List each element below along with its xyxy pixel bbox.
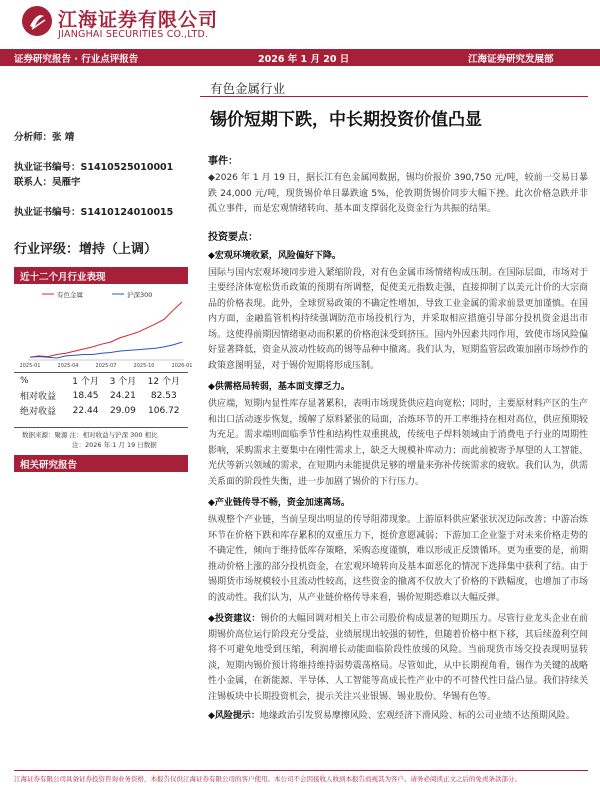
point-text: 锡价的大幅回调对相关上市公司股价构成显著的短期压力。尽管行业龙头企业在前期锡价高位运行阶段充分受益，业绩展现出较强的韧性，但随着价格中枢下移，其后续盈利空间将不可避免地受到压缩，利润增长动能面临阶段性放缓的风险。当前现货市场交投表现明显转淡，短期内锡价预计将维持维持弱势震荡格局。尽管如此，从中长期视角看，锡作为关键的战略性小金属，在新能源、半导体、人工智能等高成长性产业中的不可替代性日益凸显。我们持续关注锡板块中长期投资机会，提示关注兴业银锡、锡业股份、华锡有色等。 bbox=[208, 614, 589, 702]
point-heading: ◆风险提示： bbox=[208, 711, 260, 721]
report-body bbox=[208, 152, 588, 725]
points-heading: 投资要点： bbox=[208, 231, 258, 243]
table-note-date: 注：2026 年 1 月 19 日数据 bbox=[72, 441, 157, 449]
report-type: 证券研究报告 · 行业点评报告 bbox=[14, 54, 139, 65]
x-tick-label: 2025-10 bbox=[133, 363, 155, 369]
related-reports-title: 相关研究报告 bbox=[14, 455, 188, 472]
footer-rule bbox=[14, 770, 588, 771]
report-band bbox=[0, 49, 600, 66]
point-text: 国际与国内宏观环境同步进入紧缩阶段，对有色金属市场情绪构成压制。在国际层面，市场对于主要经济体宽松货币政策的预期有所调整，促使美元指数走强，直接抑制了以美元计价的大宗商品的价格表现。此外，全球贸易政策的不确定性增加，导致工业金属的需求前景更加谨慎。在国内方面，金融监管机构持续强调防范市场投机行为，并采取相应措施引导部分投机资金退出市场。这使得前期因情绪驱动而积累的价格泡沫受到挤压。国内外因素共同作用，致使市场风险偏好显著降低，资金从波动性较高的锡等品种中撤离。我们认为，短期监管层政策加剧市场炒作的政策意图明显，对于锡价短期将形成压制。 bbox=[208, 267, 588, 371]
table-row bbox=[18, 388, 186, 403]
point-text: 供应端，短期内显性库存显著累积，表明市场现货供应趋向宽松；同时，主要原材料产区的生产和出口活动逐步恢复，缓解了原料紧张的局面，冶炼环节的开工率维持在相对高位，供应预期较为充足。需求端则面临季节性和结构性双重挑战，传统电子焊料领域由于消费电子行业的周期性影响，采购需求主要集中在刚性需求上，缺乏大规模补库动力；而此前被寄予厚望的人工智能、光伏等新兴领域的需求，在短期内未能提供足够的增量来弥补传统需求的疲软。我们认为，供需关系面的阶段性失衡，进一步加剧了锡价的下行压力。 bbox=[208, 399, 588, 487]
company-name-en: JIANGHAI SECURITIES CO.,LTD. bbox=[58, 29, 209, 40]
performance-chart bbox=[14, 288, 193, 370]
point-section bbox=[208, 612, 588, 705]
x-tick-label: 2025-01 bbox=[19, 363, 41, 369]
point-text: 地缘政治引发贸易摩擦风险、宏观经济下滑风险、标的公司业绩不达预期风险。 bbox=[259, 711, 575, 721]
company-logo-icon bbox=[22, 6, 52, 36]
event-text: ◆2026 年 1 月 19 日，据长江有色金属网数据，锡均价报价 390,750 元/吨，较前一交易日暴跌 24,000 元/吨，现货锡价单日暴跌逾 5%，伦敦期货锡价同步大幅下挫。此次价格急跌并非孤立事件，而是宏观情绪转向、基本面支撑弱化及资金行为共振的结果。 bbox=[208, 173, 588, 214]
contact-cert: 执业证书编号：S1410124010015 bbox=[14, 207, 174, 218]
series-line-sector bbox=[30, 302, 182, 357]
page-header bbox=[0, 0, 600, 48]
analyst-name: 分析师：张 靖 bbox=[14, 132, 75, 143]
x-tick-label: 2025-04 bbox=[57, 363, 79, 369]
company-name-cn: 江海证券有限公司 bbox=[58, 9, 219, 31]
point-section bbox=[208, 496, 588, 606]
analyst-cert: 执业证书编号：S1410525010001 bbox=[14, 162, 174, 173]
event-heading: 事件： bbox=[208, 156, 238, 167]
sector-label: 有色金属行业 bbox=[210, 81, 286, 96]
research-dept: 江海证券研究发展部 bbox=[468, 54, 554, 65]
point-heading: ◆投资建议： bbox=[208, 614, 261, 624]
table-header: 3 个月 bbox=[109, 377, 137, 387]
table-cell: 82.53 bbox=[150, 390, 177, 401]
table-cell: 24.21 bbox=[110, 390, 136, 401]
title-rule bbox=[200, 96, 588, 97]
table-header: % bbox=[20, 375, 29, 386]
x-tick-label: 2026-01 bbox=[171, 363, 193, 369]
performance-table bbox=[18, 373, 186, 418]
industry-rating: 行业评级：增持（上调） bbox=[14, 242, 158, 257]
table-row bbox=[18, 403, 186, 418]
page-title: 锡价短期下跌，中长期投资价值凸显 bbox=[210, 110, 482, 130]
point-text: 纵观整个产业链，当前呈现出明显的传导阻滞现象。上游原料供应紧张状况边际改善；中游冶炼环节在价格下跌和库存累积的双重压力下，挺价意愿减弱；下游加工企业鉴于对未来价格走势的不确定性，倾向于维持低库存策略，采购态度谨慎，难以形成正反馈循环。更为重要的是，前期推动价格上涨的部分投机资金，在宏观环境转向及基本面恶化的情况下选择集中获利了结。由于锡期货市场规模较小且流动性较高，这些资金的撤离不仅放大了价格的下跌幅度，也增加了市场的波动性。我们认为，从产业链价格传导来看，锡价短期恐难以大幅反弹。 bbox=[208, 515, 588, 603]
point-section bbox=[208, 249, 588, 375]
table-header: 12 个月 bbox=[147, 377, 180, 387]
table-top-rule bbox=[14, 372, 188, 373]
point-heading: ◆产业链传导不畅，资金加速离场。 bbox=[208, 498, 350, 508]
point-heading: ◆宏观环境收紧，风险偏好下降。 bbox=[208, 250, 341, 261]
table-cell: 18.45 bbox=[72, 390, 99, 401]
table-bottom-rule bbox=[14, 427, 188, 428]
legend-label-index: 沪深300 bbox=[127, 291, 153, 299]
performance-box-title: 近十二个月行业表现 bbox=[14, 267, 188, 284]
table-cell: 相对收益 bbox=[20, 392, 57, 402]
table-cell: 绝对收益 bbox=[20, 407, 57, 417]
point-section bbox=[208, 380, 588, 490]
analyst-panel bbox=[14, 130, 190, 257]
point-heading: ◆供需格局转弱，基本面支撑乏力。 bbox=[208, 382, 350, 392]
table-note-source: 数据来源：聚源 注：相对收益与沪深 300 相比 bbox=[22, 431, 158, 439]
legend-label-sector: 有色金属 bbox=[57, 291, 83, 299]
table-header-row bbox=[18, 373, 186, 388]
table-cell: 106.72 bbox=[148, 405, 180, 416]
x-tick-label: 2025-07 bbox=[95, 363, 117, 369]
footer-disclaimer: 江海证券有限公司具备证券投资咨询业务资格，本报告仅供江海证券有限公司的客户使用。本公司不会因接收人收到本报告而视其为客户。请务必阅读正文之后的免责条款部分。 bbox=[14, 775, 521, 783]
table-cell: 29.09 bbox=[110, 405, 136, 416]
table-cell: 22.44 bbox=[72, 405, 99, 416]
report-date: 2026 年 1 月 20 日 bbox=[258, 54, 350, 65]
table-header: 1 个月 bbox=[72, 377, 99, 387]
contact-name: 联系人：吴雁宇 bbox=[14, 177, 81, 188]
point-section bbox=[208, 709, 588, 725]
